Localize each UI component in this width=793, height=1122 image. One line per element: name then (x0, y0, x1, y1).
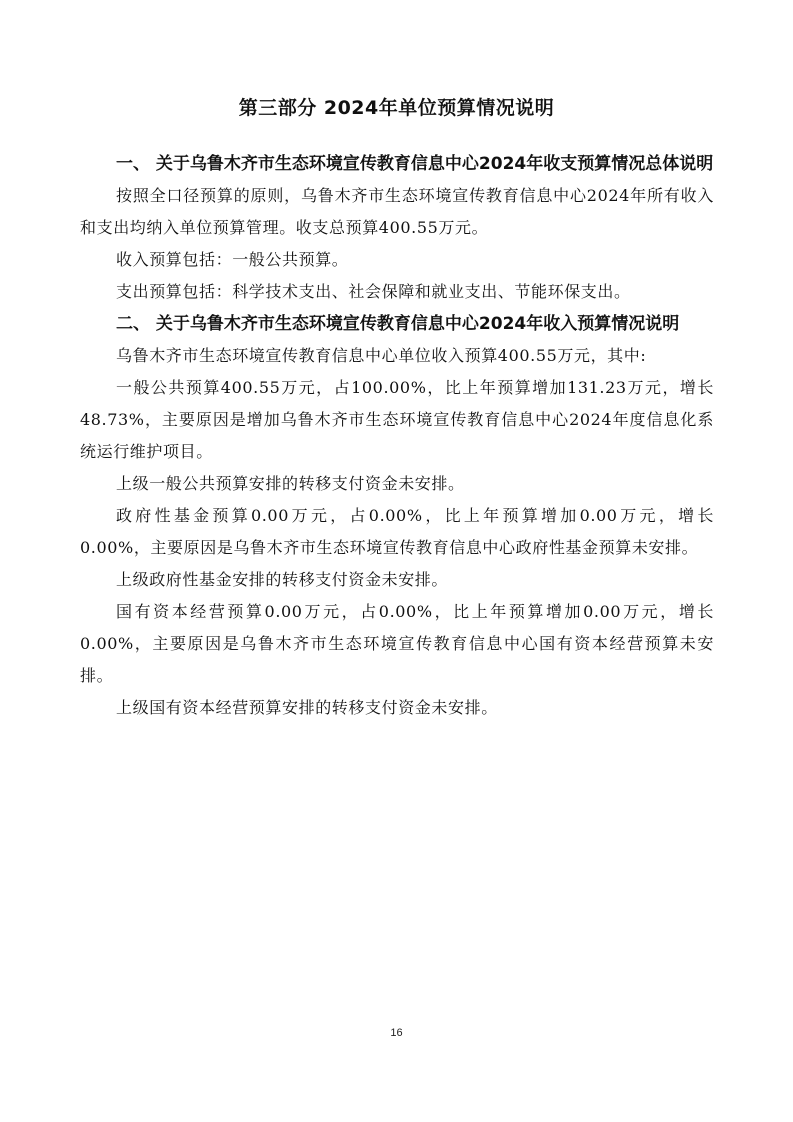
paragraph: 国有资本经营预算0.00万元，占0.00%，比上年预算增加0.00万元，增长0.00%，主要原因是乌鲁木齐市生态环境宣传教育信息中心国有资本经营预算未安排。 (80, 602, 714, 685)
page-title: 第三部分 2024年单位预算情况说明 (238, 97, 555, 119)
paragraph: 一般公共预算400.55万元，占100.00%，比上年预算增加131.23万元，增长48.73%，主要原因是增加乌鲁木齐市生态环境宣传教育信息中心2024年度信息化系统运行维护项目。 (80, 378, 714, 461)
paragraph: 乌鲁木齐市生态环境宣传教育信息中心单位收入预算400.55万元，其中: (116, 346, 647, 365)
paragraph: 收入预算包括：一般公共预算。 (116, 250, 349, 269)
paragraph: 上级国有资本经营预算安排的转移支付资金未安排。 (116, 698, 498, 717)
document-body (80, 148, 714, 724)
paragraph: 按照全口径预算的原则，乌鲁木齐市生态环境宣传教育信息中心2024年所有收入和支出均纳入单位预算管理。收支总预算400.55万元。 (80, 186, 714, 237)
paragraph: 上级一般公共预算安排的转移支付资金未安排。 (116, 474, 465, 493)
section-heading-2: 二、 关于乌鲁木齐市生态环境宣传教育信息中心2024年收入预算情况说明 (116, 314, 680, 334)
section-heading-1: 一、 关于乌鲁木齐市生态环境宣传教育信息中心2024年收支预算情况总体说明 (116, 154, 714, 174)
paragraph: 上级政府性基金安排的转移支付资金未安排。 (116, 570, 449, 589)
paragraph: 政府性基金预算0.00万元，占0.00%，比上年预算增加0.00万元，增长0.00%，主要原因是乌鲁木齐市生态环境宣传教育信息中心政府性基金预算未安排。 (80, 506, 714, 557)
paragraph: 支出预算包括：科学技术支出、社会保障和就业支出、节能环保支出。 (116, 282, 631, 301)
page-number: 16 (390, 1027, 403, 1039)
